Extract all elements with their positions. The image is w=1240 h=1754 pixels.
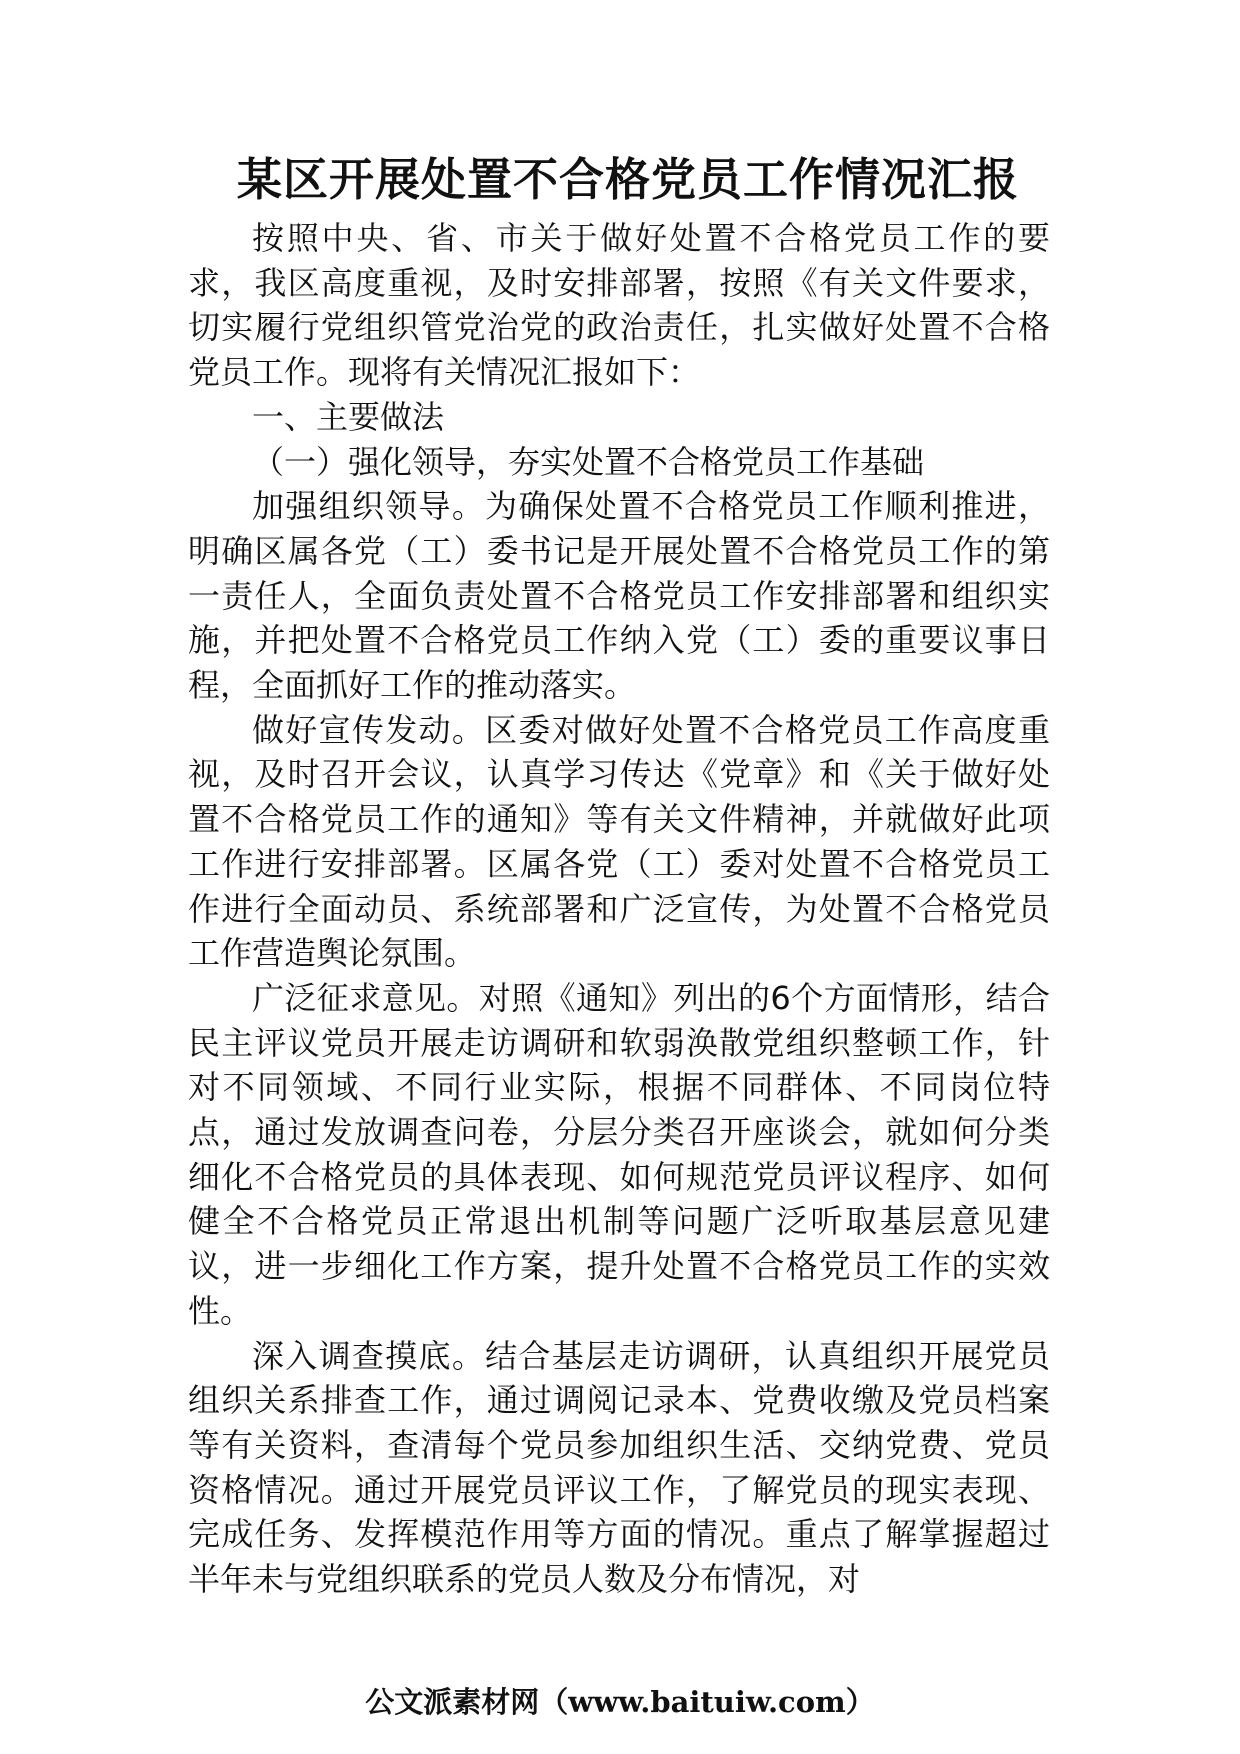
document-body — [188, 216, 1050, 1602]
subsection-heading-leadership: （一）强化领导，夯实处置不合格党员工作基础 — [252, 442, 925, 481]
footer-watermark: 公文派素材网（www.baituiw.com） — [365, 1685, 875, 1719]
paragraph-intro: 按照中央、省、市关于做好处置不合格党员工作的要求，我区高度重视，及时安排部署，按照《有关文件要求，切实履行党组织管党治党的政治责任，扎实做好处置不合格党员工作。现将有关情况汇报如下： — [188, 219, 1050, 392]
paragraph-solicit-opinions: 广泛征求意见。对照《通知》列出的6个方面情形，结合民主评议党员开展走访调研和软弱涣散党组织整顿工作，针对不同领域、不同行业实际，根据不同群体、不同岗位特点，通过发放调查问卷，分层分类召开座谈会，就如何分类细化不合格党员的具体表现、如何规范党员评议程序、如何健全不合格党员正常退出机制等问题广泛听取基层意见建议，进一步细化工作方案，提升处置不合格党员工作的实效性。 — [188, 978, 1050, 1330]
paragraph-publicity: 做好宣传发动。区委对做好处置不合格党员工作高度重视，及时召开会议，认真学习传达《党章》和《关于做好处置不合格党员工作的通知》等有关文件精神，并就做好此项工作进行安排部署。区属各党（工）委对处置不合格党员工作进行全面动员、系统部署和广泛宣传，为处置不合格党员工作营造舆论氛围。 — [188, 710, 1050, 973]
section-heading-main-practices: 一、主要做法 — [252, 397, 445, 436]
document-title: 某区开展处置不合格党员工作情况汇报 — [236, 153, 1019, 206]
paragraph-organization-leadership: 加强组织领导。为确保处置不合格党员工作顺利推进，明确区属各党（工）委书记是开展处置不合格党员工作的第一责任人，全面负责处置不合格党员工作安排部署和组织实施，并把处置不合格党员工作纳入党（工）委的重要议事日程，全面抓好工作的推动落实。 — [188, 487, 1050, 705]
paragraph-investigation: 深入调查摸底。结合基层走访调研，认真组织开展党员组织关系排查工作，通过调阅记录本、党费收缴及党员档案等有关资料，查清每个党员参加组织生活、交纳党费、党员资格情况。通过开展党员评议工作，了解党员的现实表现、完成任务、发挥模范作用等方面的情况。重点了解掌握超过半年未与党组织联系的党员人数及分布情况，对 — [188, 1336, 1050, 1599]
